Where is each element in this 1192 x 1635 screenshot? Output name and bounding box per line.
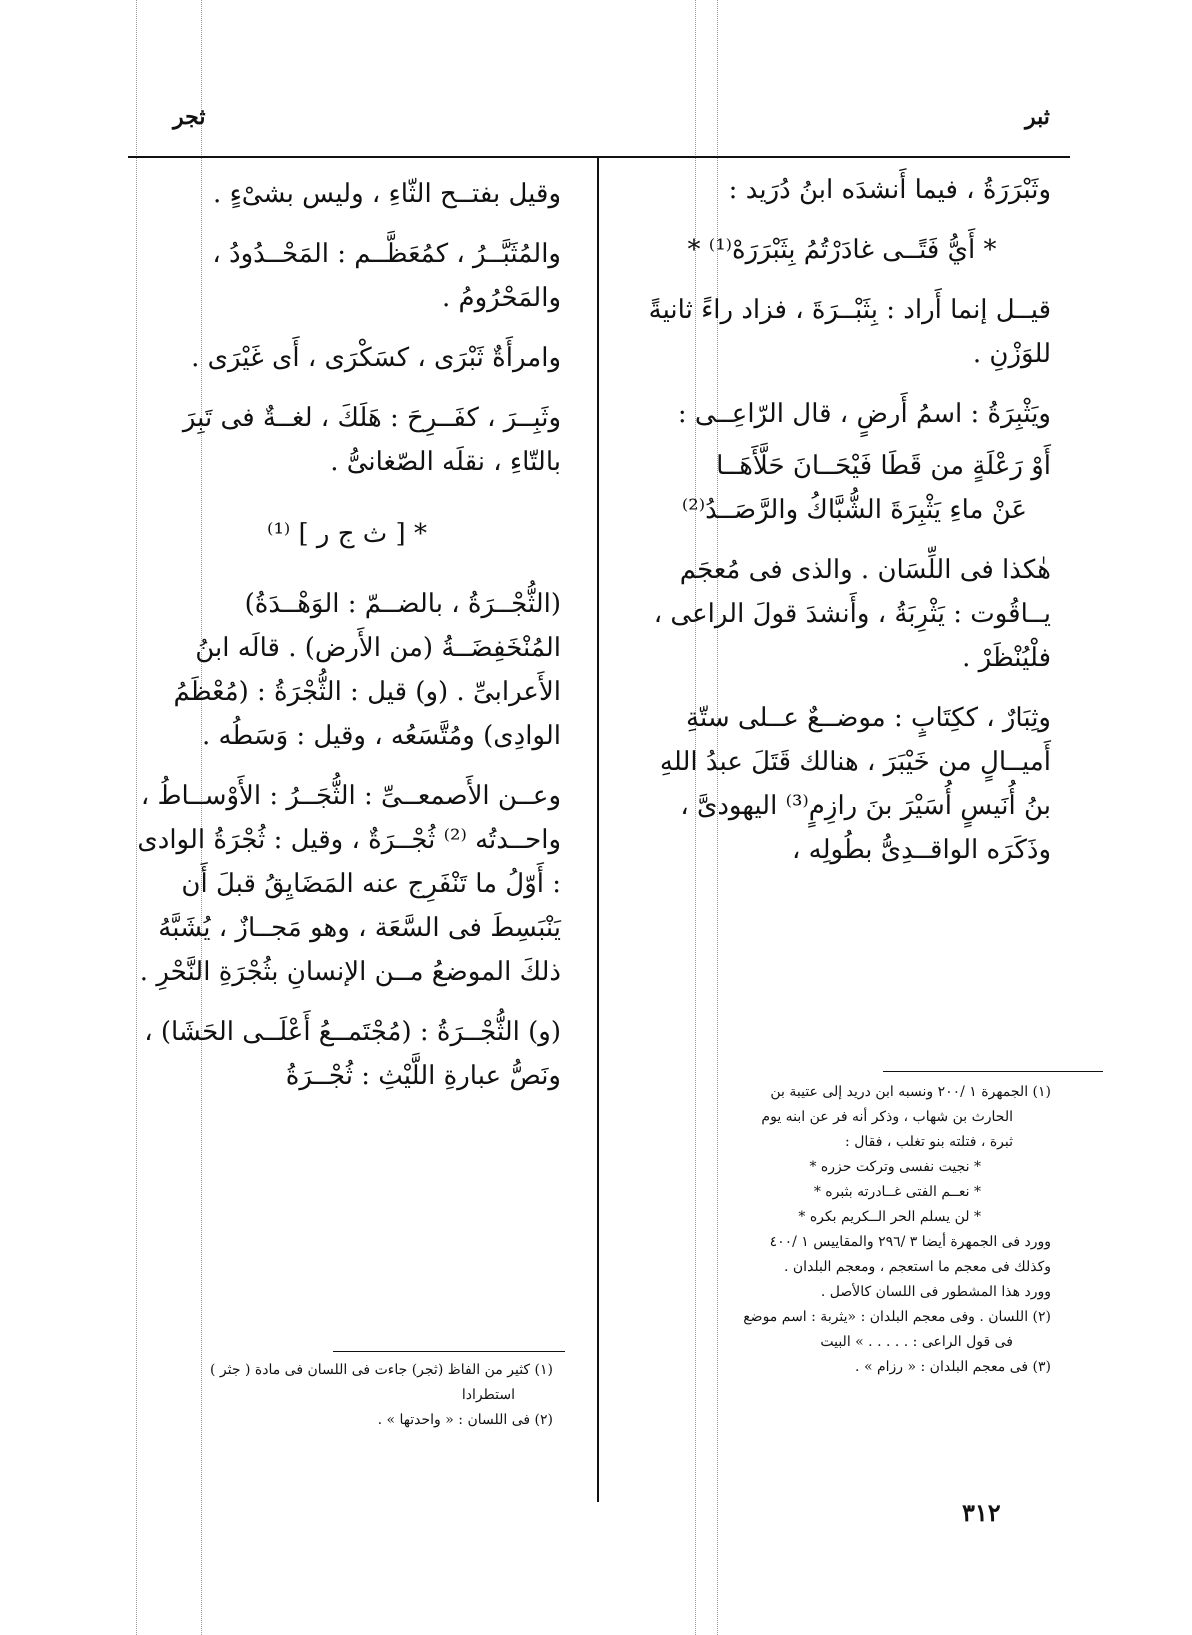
footnote-line: (٣) فى معجم البلدان : « رزام » .	[855, 1359, 1051, 1375]
column-divider	[597, 157, 599, 1502]
entry-heading: * [ ث ج ر ] ⁽¹⁾	[267, 519, 427, 549]
running-head-right: ثبر	[1025, 104, 1050, 130]
paragraph: وقيل بفتــح الثّاءِ ، وليس بشىْءٍ .	[213, 179, 561, 209]
footnote-rule	[883, 1071, 1103, 1072]
footnote-line: (١) كثير من الفاظ (ثجر) جاءت فى اللسان فى مادة ( جثر )	[210, 1362, 553, 1378]
footnote-line: ثبرة ، فتلته بنو تغلب ، فقال :	[845, 1134, 1013, 1150]
footnote-verse: * نعــم الفتى غــادرته بثبره *	[813, 1184, 981, 1200]
poem-line: عَنْ ماءِ يَثْبِرَةَ الشُّبَّاكُ والرَّصَــدُ⁽²⁾	[681, 495, 1027, 525]
verse-line: * أَيُّ فَتًــى غادَرْتُمُ بِثَبْرَرَهْ⁽¹⁾ *	[687, 235, 997, 265]
right-footnotes	[631, 1080, 1051, 1380]
footnote-line: (٢) فى اللسان : « واحدتها » .	[377, 1412, 553, 1428]
page-number: ٣١٢	[962, 1498, 1001, 1527]
paragraph: قيــل إنما أَراد : بِثَبْــرَةَ ، فزاد راءً ثانيةً للوَزْنِ .	[648, 295, 1051, 369]
footnote-line: فى قول الراعى : . . . . . » البيت	[820, 1334, 1013, 1350]
paragraph: وثَبِــرَ ، كفَــرِحَ : هَلَكَ ، لغــةٌ فى تَبِرَ بالتّاءِ ، نقلَه الصّغانىُّ .	[182, 403, 561, 477]
paragraph: وعــن الأَصمعــىِّ : الثُّجَــرُ : الأَوْســاطُ ، واحــدتُه ⁽²⁾ ثُجْــرَةٌ ، وقيل : ثُجْرَةُ الوادى : أَوّلُ ما تَنْفَرِج عنه المَضَايِقُ قبلَ أَن يَنْبَسِطَ فى السَّعَة ، وهو مَجــازٌ ، يُشَبَّهُ ذلكَ الموضعُ مــن الإنسانِ بثُجْرَةِ النَّحْرِ .	[137, 781, 561, 987]
paragraph: وثَبْرَرَةُ ، فيما أَنشدَه ابنُ دُرَيد :	[728, 175, 1051, 205]
footnote-line: وكذلك فى معجم ما استعجم ، ومعجم البلدان .	[784, 1259, 1051, 1275]
right-column	[633, 168, 1051, 888]
left-column	[133, 172, 561, 1114]
footnote-line: الحارث بن شهاب ، وذكر أنه فر عن ابنه يوم	[761, 1109, 1013, 1125]
footnote-line: وورد فى الجمهرة أيضا ٣ /٢٩٦ والمقاييس ١ /٤٠٠	[769, 1234, 1051, 1250]
paragraph: والمُثَبَّــرُ ، كمُعَظَّــم : المَحْــدُودُ ، والمَحْرُومُ .	[212, 239, 561, 313]
footnote-verse: * نجيت نفسى وتركت حزره *	[809, 1159, 981, 1175]
paragraph: (الثُّجْــرَةُ ، بالضــمّ : الوَهْــدَةُ) المُنْخَفِضَــةُ (من الأَرض) . قالَه ابنُ الأَعرابىِّ . (و) قيل : الثُّجْرَةُ : (مُعْظَمُ الوادِى) ومُتَّسَعُه ، وقيل : وَسَطُه .	[173, 589, 561, 751]
running-head-left: ثجر	[173, 104, 206, 130]
paragraph: وثِبَارٌ ، ككِتَابٍ : موضــعٌ عــلى ستّةِ أَميــالٍ من خَيْبَرَ ، هنالك قَتَلَ عبدُ اللهِ بنُ أُنَيسٍ أُسَيْرَ بنَ رازِمٍ⁽³⁾ اليهودىَّ ، وذَكَرَه الواقــدِىُّ بطُولِه ،	[659, 703, 1051, 865]
paragraph: ويَثْبِرَةُ : اسمُ أَرضٍ ، قال الرّاعِــى :	[677, 399, 1051, 429]
paragraph: وامرأَةٌ ثَبْرَى ، كسَكْرَى ، أَى غَيْرَى .	[191, 343, 561, 373]
paragraph: (و) الثُّجْــرَةُ : (مُجْتَمــعُ أَعْلَــى الحَشَا) ، ونَصُّ عبارةِ اللَّيْثِ : ثُجْــرَةُ	[144, 1017, 561, 1091]
footnote-rule	[333, 1351, 565, 1352]
footnote-line: وورد هذا المشطور فى اللسان كالأصل .	[820, 1284, 1051, 1300]
header-rule	[128, 156, 1070, 158]
footnote-line: استطرادا	[461, 1387, 515, 1403]
footnote-line: (١) الجمهرة ١ /٢٠٠ ونسبه ابن دريد إلى عتيبة بن	[770, 1084, 1051, 1100]
paragraph: هٰكذا فى اللِّسَان . والذى فى مُعجَم يــاقُوت : يَثْرِبَةُ ، وأَنشدَ قولَ الراعى ، فلْيُنْظَرْ .	[653, 555, 1051, 673]
footnote-line: (٢) اللسان . وفى معجم البلدان : «يثربة : اسم موضع	[743, 1309, 1051, 1325]
footnote-verse: * لن يسلم الحر الــكريم بكره *	[798, 1209, 981, 1225]
left-footnotes	[133, 1358, 553, 1433]
poem-line: أَوْ رَعْلَةٍ من قَطَا فَيْحَــانَ حَلَّأَهَــا	[716, 451, 1051, 481]
